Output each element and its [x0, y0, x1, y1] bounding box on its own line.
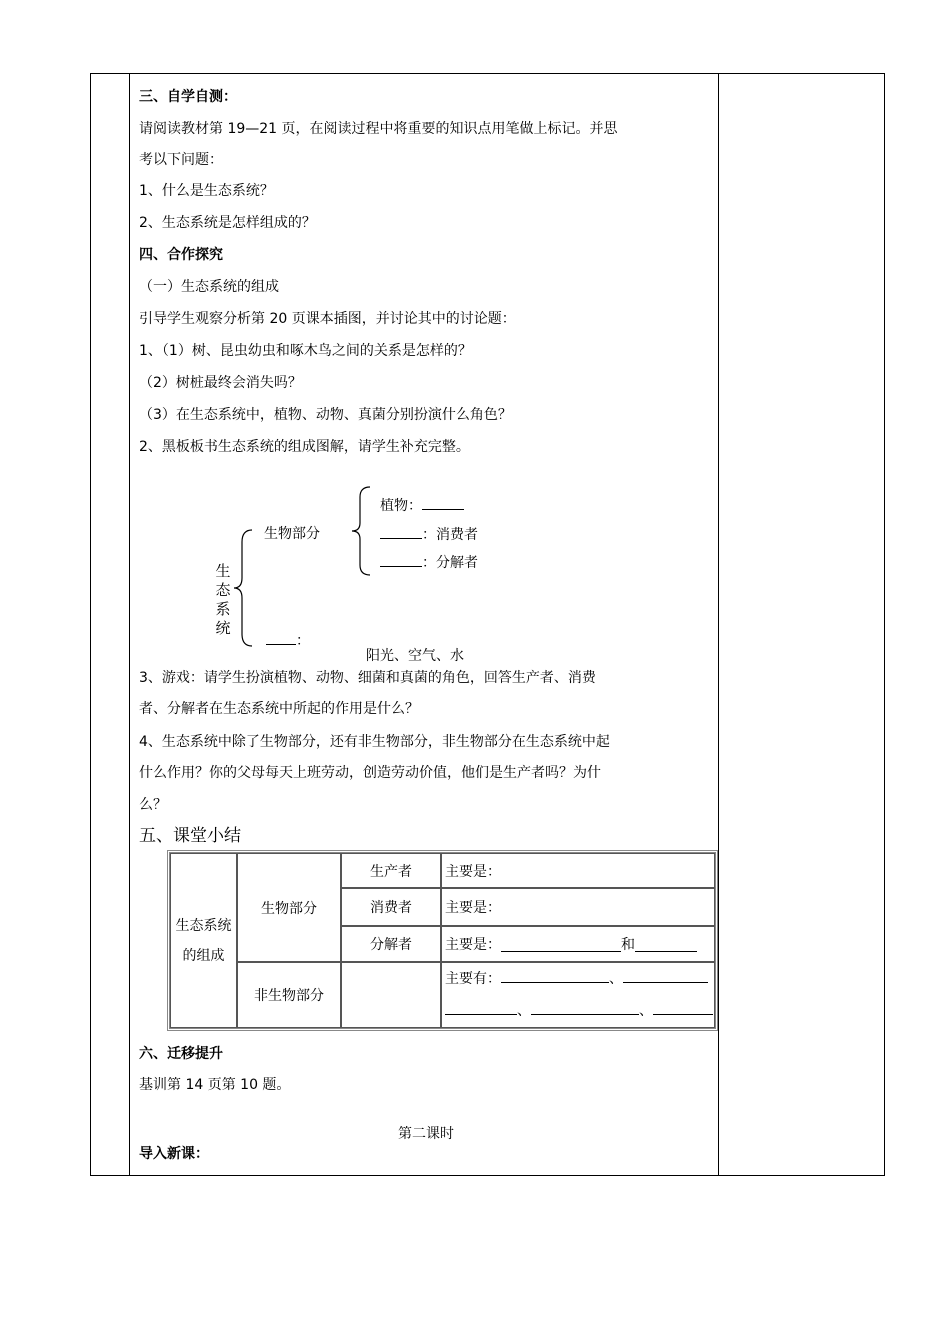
nonbio-blank-1	[501, 968, 609, 983]
nonbio-answer-line2	[445, 995, 713, 1027]
bio-brace-icon	[350, 485, 372, 577]
decomposer-and: 和	[621, 937, 635, 953]
summary-consumer-cell: 消费者	[341, 888, 441, 926]
summary-consumer-answer	[441, 888, 715, 926]
nonbio-blank-5	[653, 1000, 713, 1015]
diagram-nonbio-items: 阳光、空气、水	[366, 648, 464, 664]
question4-line3: 么？	[139, 797, 167, 813]
summary-root-line2: 的组成	[182, 947, 225, 964]
diagram-nonbio	[266, 630, 310, 650]
root-brace-icon	[232, 528, 254, 648]
nonbio-sep: 、	[639, 1003, 653, 1019]
summary-nonbio-answer	[441, 962, 715, 1028]
summary-decomposer-answer	[441, 926, 715, 962]
plant-answer-blank	[422, 495, 464, 510]
section3-question2: 2、生态系统是怎样组成的？	[139, 215, 316, 231]
section3-paragraph-line2: 考以下问题：	[139, 152, 223, 168]
decomposer-main-label: 主要是：	[445, 937, 501, 953]
decomposer-blank-1	[501, 937, 621, 952]
diagram-consumer-label: ：消费者	[422, 527, 478, 543]
decomposer-answer-blank	[380, 552, 422, 567]
section3-question1: 1、什么是生态系统？	[139, 183, 274, 199]
section6-body: 基训第 14 页第 10 题。	[139, 1077, 291, 1093]
section6-title: 六、迁移提升	[139, 1046, 223, 1062]
summary-nonbio-cell: 非生物部分	[237, 962, 341, 1028]
diagram-plant-label: 植物：	[380, 498, 422, 514]
game-line2: 者、分解者在生态系统中所起的作用是什么？	[139, 701, 419, 717]
summary-table	[167, 850, 718, 1031]
question4-line1: 4、生态系统中除了生物部分，还有非生物部分，非生物部分在生态系统中起	[139, 734, 610, 750]
question4-line2: 什么作用？你的父母每天上班劳动，创造劳动价值，他们是生产者吗？为什	[139, 765, 601, 781]
diagram-root-char: 生	[215, 562, 231, 580]
nonbio-blank-3	[445, 1000, 517, 1015]
section5-title: 五、课堂小结	[139, 826, 241, 846]
column-divider-left	[129, 73, 130, 1176]
diagram-root-char: 统	[215, 619, 231, 637]
section4-question3: （3）在生态系统中，植物、动物、真菌分别扮演什么角色？	[139, 407, 512, 423]
section4-question4: 2、黑板板书生态系统的组成图解，请学生补充完整。	[139, 439, 470, 455]
section3-title: 三、自学自测：	[139, 89, 237, 105]
diagram-root-char: 态	[215, 581, 231, 599]
diagram-decomposer	[380, 552, 478, 572]
summary-bio-cell: 生物部分	[237, 853, 341, 962]
lesson2-intro: 导入新课：	[139, 1146, 209, 1162]
section4-guide: 引导学生观察分析第 20 页课本插图，并讨论其中的讨论题：	[139, 311, 516, 327]
nonbio-answer-line1	[445, 963, 708, 995]
diagram-bio-part: 生物部分	[264, 526, 320, 542]
decomposer-blank-2	[635, 937, 697, 952]
diagram-decomposer-label: ：分解者	[422, 555, 478, 571]
section4-question2: （2）树桩最终会消失吗？	[139, 375, 302, 391]
summary-nonbio-empty-cell	[341, 962, 441, 1028]
nonbio-answer-blank	[266, 630, 296, 645]
nonbio-main-label: 主要有：	[445, 971, 501, 987]
nonbio-sep: 、	[517, 1003, 531, 1019]
summary-root-line1: 生态系统	[175, 917, 232, 934]
column-divider-right	[718, 73, 719, 1176]
diagram-plant	[380, 495, 464, 515]
section4-subtitle: （一）生态系统的组成	[139, 279, 279, 295]
consumer-answer-blank	[380, 524, 422, 539]
consumer-main-label: 主要是：	[445, 900, 501, 916]
game-line1: 3、游戏：请学生扮演植物、动物、细菌和真菌的角色，回答生产者、消费	[139, 670, 596, 686]
summary-decomposer-cell: 分解者	[341, 926, 441, 962]
lesson2-title: 第二课时	[398, 1126, 454, 1142]
nonbio-sep: 、	[609, 971, 623, 987]
summary-producer-cell: 生产者	[341, 853, 441, 888]
diagram-consumer	[380, 524, 478, 544]
section3-paragraph-line1: 请阅读教材第 19—21 页，在阅读过程中将重要的知识点用笔做上标记。并思	[139, 121, 618, 137]
diagram-root-char: 系	[215, 600, 231, 618]
summary-root-cell	[170, 853, 237, 1028]
section4-question1: 1、（1）树、昆虫幼虫和啄木鸟之间的关系是怎样的？	[139, 343, 472, 359]
section4-title: 四、合作探究	[139, 247, 223, 263]
nonbio-blank-2	[623, 968, 708, 983]
summary-producer-answer	[441, 853, 715, 888]
producer-main-label: 主要是：	[445, 863, 501, 880]
diagram-nonbio-colon: ：	[296, 633, 310, 649]
nonbio-blank-4	[531, 1000, 639, 1015]
